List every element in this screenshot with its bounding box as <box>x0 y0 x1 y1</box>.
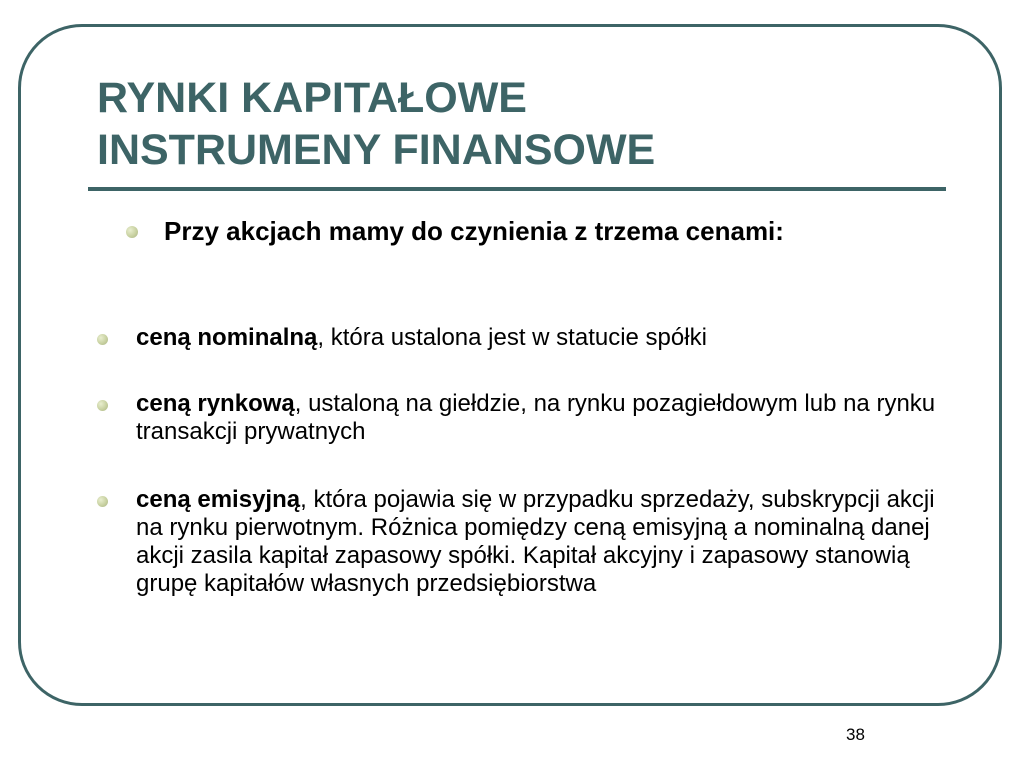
bullet-term: ceną nominalną <box>136 324 318 351</box>
slide-title <box>97 72 655 176</box>
bullet-description: , która ustalona jest w statucie spółki <box>317 324 707 351</box>
title-line-2: INSTRUMENY FINANSOWE <box>97 126 656 174</box>
slide-subtitle <box>126 214 784 248</box>
bullet-dot-icon <box>126 226 138 238</box>
bullet-dot-icon <box>97 496 108 507</box>
bullet-dot-icon <box>97 400 108 411</box>
list-item <box>94 486 934 598</box>
bullet-term: ceną emisyjną <box>136 486 301 513</box>
bullet-list <box>94 324 934 598</box>
page-number: 38 <box>846 725 865 744</box>
subtitle-text: Przy akcjach mamy do czynienia z trzema cenami: <box>164 216 784 246</box>
bullet-dot-icon <box>97 334 108 345</box>
list-item <box>94 390 934 446</box>
bullet-description: , która pojawia się w przypadku sprzedaży, subskrypcji akcji na rynku pierwotnym. Różnica pomiędzy ceną emisyjną a nominalną danej akcji zasila kapitał zapasowy spółki. Kapitał akcyjny i zapasowy stanowią grupę kapitałów własnych przedsiębiorstwa <box>136 486 935 597</box>
bullet-term: ceną rynkową <box>136 390 295 417</box>
list-item <box>94 324 934 352</box>
title-line-1: RYNKI KAPITAŁOWE <box>97 74 527 122</box>
bullet-text <box>136 486 936 598</box>
title-divider <box>88 187 946 191</box>
bullet-text <box>136 324 707 351</box>
bullet-text <box>136 390 936 446</box>
bullet-description: , ustaloną na giełdzie, na rynku pozagiełdowym lub na rynku transakcji prywatnych <box>136 390 936 445</box>
